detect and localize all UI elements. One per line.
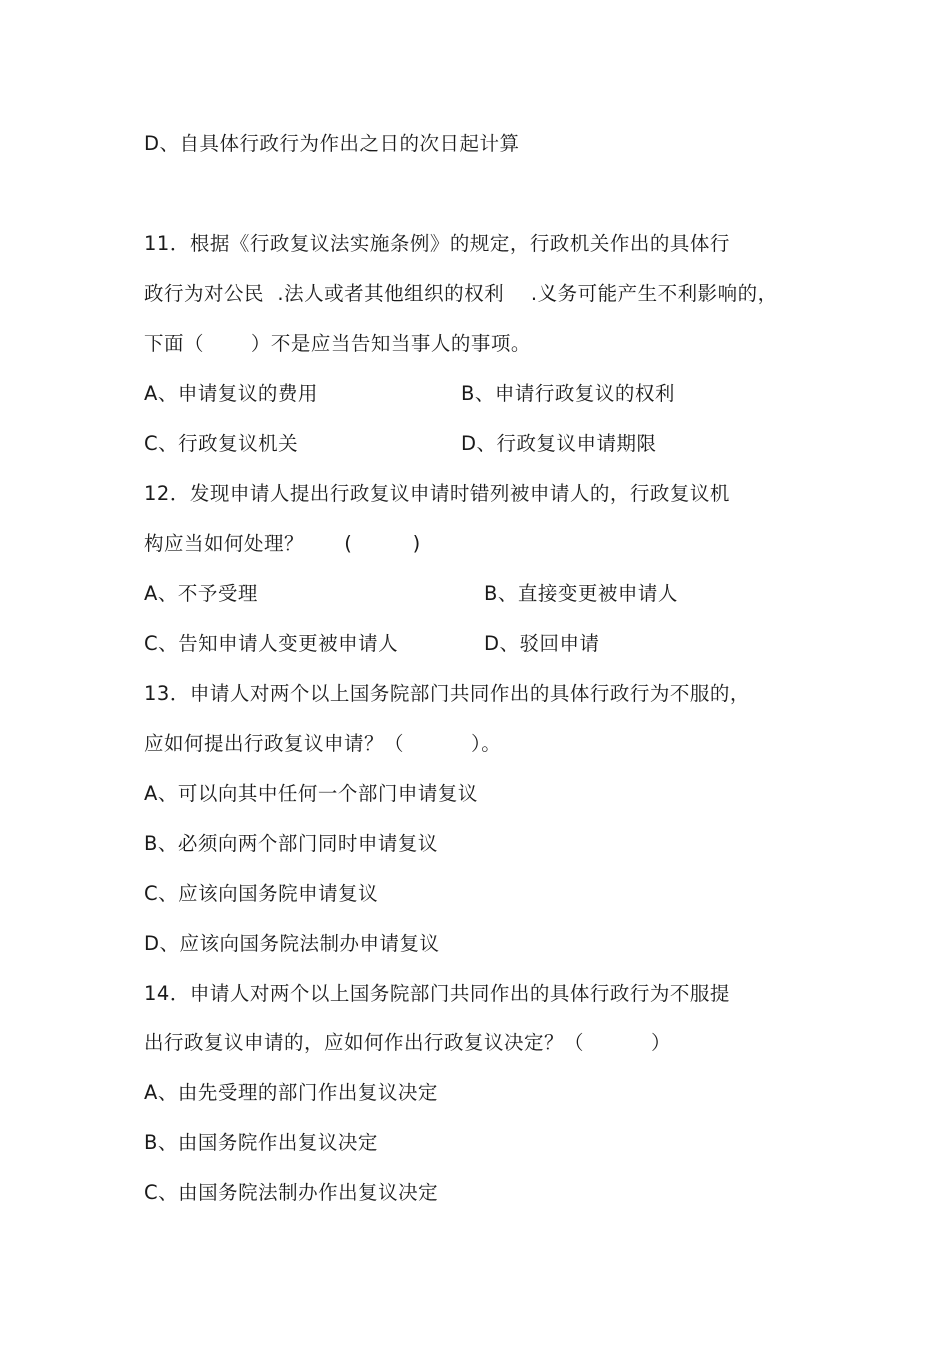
- question-13-option-b: B、必须向两个部门同时申请复议: [144, 832, 438, 855]
- question-11-text-line-1: 11．根据《行政复议法实施条例》的规定，行政机关作出的具体行: [144, 232, 730, 255]
- question-13-option-a: A、可以向其中任何一个部门申请复议: [144, 782, 478, 805]
- question-12-text-line-2: 构应当如何处理？ ( ): [144, 532, 421, 555]
- question-11-option-b: B、申请行政复议的权利: [461, 382, 675, 405]
- question-14-option-b: B、由国务院作出复议决定: [144, 1131, 378, 1154]
- question-11-option-d: D、行政复议申请期限: [461, 432, 657, 455]
- question-14-option-a: A、由先受理的部门作出复议决定: [144, 1081, 438, 1104]
- question-13-option-d: D、应该向国务院法制办申请复议: [144, 932, 440, 955]
- question-13-option-c: C、应该向国务院申请复议: [144, 882, 379, 905]
- question-12-option-a: A、不予受理: [144, 582, 258, 605]
- question-12-option-b: B、直接变更被申请人: [484, 582, 678, 605]
- question-13-text-line-2: 应如何提出行政复议申请？（ ）。: [144, 732, 502, 755]
- question-14-text-line-1: 14．申请人对两个以上国务院部门共同作出的具体行政行为不服提: [144, 982, 730, 1005]
- question-11-option-c: C、行政复议机关: [144, 432, 299, 455]
- question-12-option-c: C、告知申请人变更被申请人: [144, 632, 399, 655]
- question-14-text-line-2: 出行政复议申请的，应如何作出行政复议决定？（ ）: [144, 1031, 671, 1054]
- question-11-text-line-2: 政行为对公民 .法人或者其他组织的权利 .义务可能产生不利影响的，: [144, 282, 778, 305]
- prev-question-option-d: D、自具体行政行为作出之日的次日起计算: [144, 132, 520, 155]
- question-11-text-line-3: 下面（ ）不是应当告知当事人的事项。: [144, 332, 531, 355]
- question-12-option-d: D、驳回申请: [484, 632, 600, 655]
- question-12-text-line-1: 12．发现申请人提出行政复议申请时错列被申请人的，行政复议机: [144, 482, 730, 505]
- question-11-option-a: A、申请复议的费用: [144, 382, 318, 405]
- question-13-text-line-1: 13．申请人对两个以上国务院部门共同作出的具体行政行为不服的，: [144, 682, 750, 705]
- question-14-option-c: C、由国务院法制办作出复议决定: [144, 1181, 439, 1204]
